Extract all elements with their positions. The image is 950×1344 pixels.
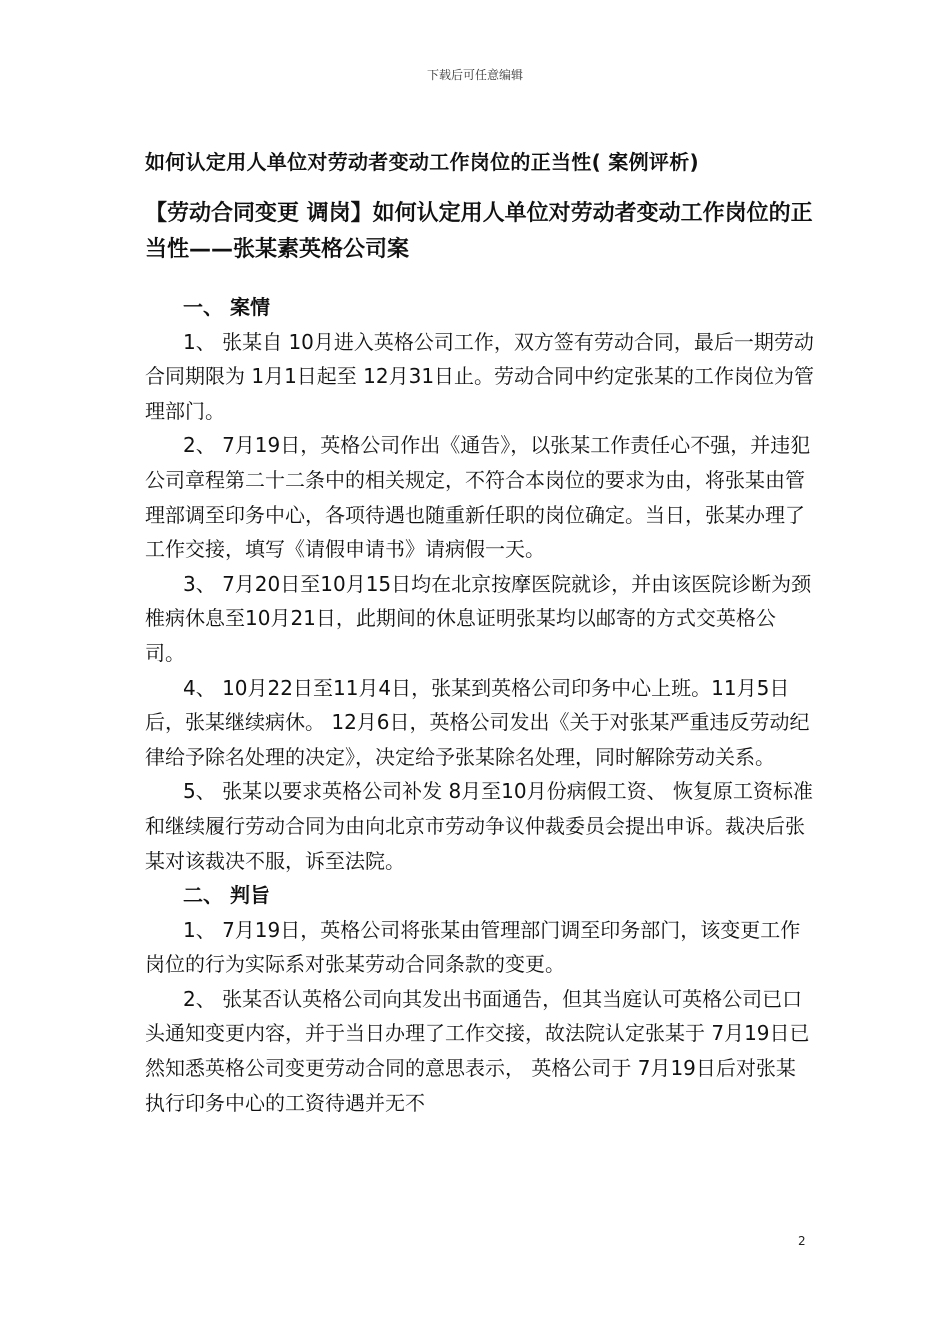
case-paragraph-5: 5、 张某以要求英格公司补发 8月至10月份病假工资、 恢复原工资标准和继续履行劳动合同为由向北京市劳动争议仲裁委员会提出申诉。裁决后张某对该裁决不服，诉至法院。 bbox=[145, 779, 813, 873]
page-number: 2 bbox=[798, 1234, 806, 1248]
section-heading-case: 一、 案情 bbox=[183, 295, 270, 319]
case-paragraph-4: 4、 10月22日至11月4日，张某到英格公司印务中心上班。11月5日后，张某继续病休。 12月6日，英格公司发出《关于对张某严重违反劳动纪律给予除名处理的决定》，决定给予张某除名处理，同时解除劳动关系。 bbox=[145, 675, 810, 769]
case-paragraph-3: 3、 7月20日至10月15日均在北京按摩医院就诊，并由该医院诊断为颈椎病休息至10月21日，此期间的休息证明张某均以邮寄的方式交英格公司。 bbox=[145, 571, 812, 665]
ruling-paragraph-1: 1、 7月19日，英格公司将张某由管理部门调至印务部门，该变更工作岗位的行为实际系对张某劳动合同条款的变更。 bbox=[145, 917, 801, 977]
document-subtitle: 【劳动合同变更 调岗】如何认定用人单位对劳动者变动工作岗位的正当性——张某素英格公司案 bbox=[145, 201, 813, 262]
case-paragraph-1: 1、 张某自 10月进入英格公司工作，双方签有劳动合同，最后一期劳动合同期限为 1月1日起至 12月31日止。劳动合同中约定张某的工作岗位为管理部门。 bbox=[145, 329, 815, 423]
document-body bbox=[145, 290, 815, 1120]
document-title: 如何认定用人单位对劳动者变动工作岗位的正当性( 案例评析) bbox=[145, 150, 699, 174]
ruling-paragraph-2: 2、 张某否认英格公司向其发出书面通告，但其当庭认可英格公司已口头通知变更内容，并于当日办理了工作交接，故法院认定张某于 7月19日已然知悉英格公司变更劳动合同的意思表示， 英格公司于 7月19日后对张某执行印务中心的工资待遇并无不 bbox=[145, 986, 810, 1115]
section-heading-ruling: 二、 判旨 bbox=[183, 883, 270, 908]
page-header: 下载后可任意编辑 bbox=[426, 68, 523, 82]
case-paragraph-2: 2、 7月19日，英格公司作出《通告》，以张某工作责任心不强，并违犯公司章程第二十二条中的相关规定，不符合本岗位的要求为由，将张某由管理部调至印务中心，各项待遇也随重新任职的岗位确定。当日，张某办理了工作交接，填写《请假申请书》请病假一天。 bbox=[145, 433, 811, 562]
